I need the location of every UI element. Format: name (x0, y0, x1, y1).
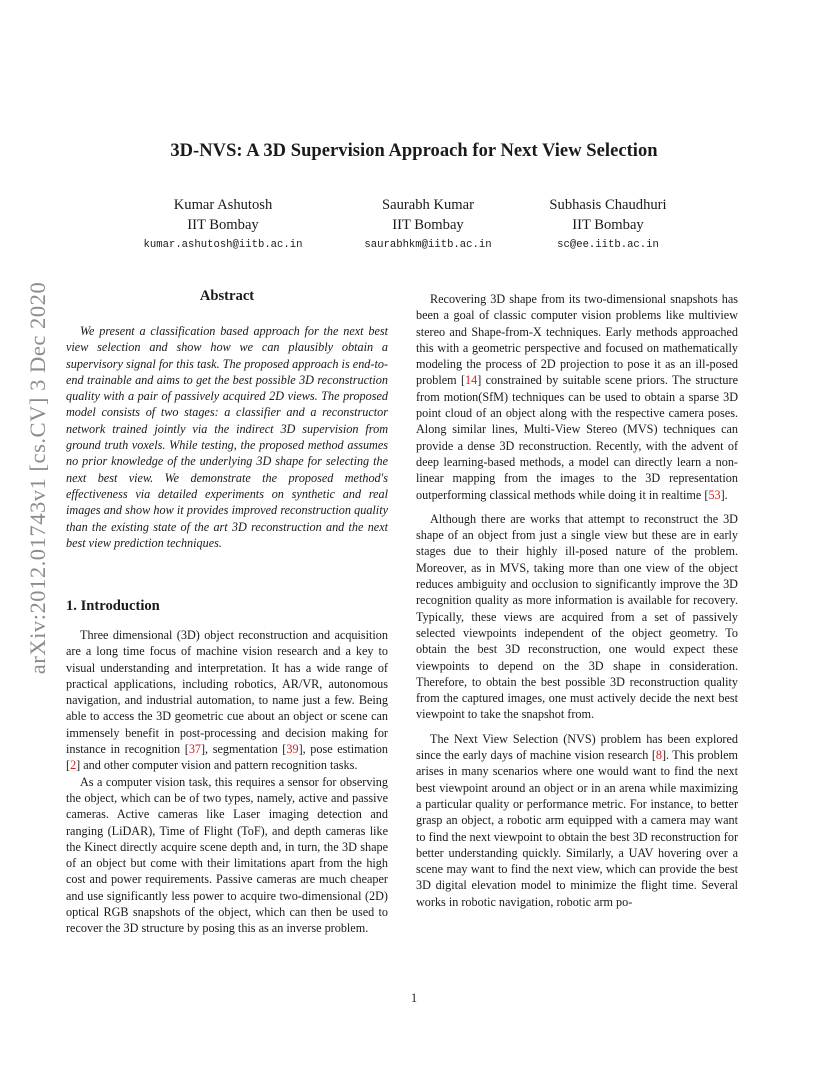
author-email[interactable]: saurabhkm@iitb.ac.in (364, 239, 492, 251)
citation-link[interactable]: 37 (188, 742, 201, 757)
section-heading-introduction: 1. Introduction (66, 598, 160, 614)
author-affiliation: IIT Bombay (392, 217, 464, 233)
paragraph: As a computer vision task, this requires a sensor for observing the object, which can be of two types, namely, active and passive cameras. Active cameras like Laser imaging detection and ranging (LiDAR), Time of Flight (ToF), and depth cameras like the Kinect directly acquire scene depth and, in turn, the 3D shape of an object but come with their limitations apart from the high cost and power requirements. Passive cameras are much cheaper and use significantly less power to acquire two-dimensional (2D) optical RGB snapshots of the object, which can then be used to recover the 3D structure by posing this as an inverse problem. (66, 774, 388, 936)
paper-title: 3D-NVS: A 3D Supervision Approach for Next View Selection (170, 141, 658, 161)
author-name: Kumar Ashutosh (173, 197, 273, 213)
abstract-heading: Abstract (199, 288, 255, 304)
paragraph: Recovering 3D shape from its two-dimensional snapshots has been a goal of classic computer vision problems like multiview stereo and Shape-from-X techniques. Early methods approached this with a geometric perspective and focused on mathematically modeling the process of 2D projection to pose it as an ill-posed problem [14] constrained by suitable scene priors. The structure from motion(SfM) techniques can be used to obtain a sparse 3D point cloud of an object along with the respective camera poses. Along similar lines, Multi-View Stereo (MVS) techniques can provide a dense 3D reconstruction. Recently, with the advent of deep learning-based methods, a model can directly learn a non-linear mapping from the images to the 3D representation outperforming classical methods while doing it in realtime [53]. (416, 292, 738, 502)
abstract-body (66, 323, 388, 551)
author-block (108, 195, 338, 254)
citation-link[interactable]: 2 (70, 758, 77, 773)
citation-link[interactable]: 14 (465, 373, 478, 388)
page-number: 1 (410, 991, 418, 1005)
author-affiliation: IIT Bombay (187, 217, 259, 233)
author-name: Saurabh Kumar (382, 197, 474, 213)
citation-link[interactable]: 8 (655, 748, 662, 763)
author-email[interactable]: sc@ee.iitb.ac.in (557, 239, 659, 251)
arxiv-stamp-text: arXiv:2012.01743v1 [cs.CV] 3 Dec 2020 (25, 281, 50, 675)
paragraph: Although there are works that attempt to reconstruct the 3D shape of an object from just a single view but these are in early stages due to their highly ill-posed nature of the problem. Moreover, as in MVS, taking more than one view of the object reduces ambiguity and occlusion to significantly improve the 3D recognition quality as more information is available for recovery. Typically, these views are acquired from a set of passively selected viewpoints independent of the object geometry. To obtain the best 3D reconstruction, one would expect these viewpoints to depend on the 3D shape in consideration. Therefore, to obtain the best possible 3D reconstruction quality from the captured images, one must actively decide the next best viewpoint to take the snapshot from. (416, 511, 738, 722)
citation-link[interactable]: 53 (708, 487, 721, 502)
arxiv-stamp (21, 281, 55, 675)
paragraph: Three dimensional (3D) object reconstruction and acquisition are a long time focus of machine vision research and a key to visual understanding and interpretation. It has a wide range of practical applications, including robotics, AR/VR, autonomous navigation, and industrial automation, to name just a few. Being able to access the 3D geometric cue about an object or scene can immensely benefit in post-processing and decision making for instance in recognition [37], segmentation [39], pose estimation [2] and other computer vision and pattern recognition tasks. (66, 628, 388, 773)
author-name: Subhasis Chaudhuri (549, 197, 667, 213)
abstract-paragraph: We present a classification based approach for the next best view selection and show how we can plausibly obtain a supervisory signal for this task. The proposed approach is end-to-end trainable and aims to get the best possible 3D reconstruction quality with a pair of passively acquired 2D views. The proposed model consists of two stages: a classifier and a reconstructor network trained jointly via the indirect 3D supervision from ground truth voxels. While testing, the proposed method assumes no prior knowledge of the underlying 3D shape for selecting the next best view. We demonstrate the proposed method's effectiveness via detailed experiments on synthetic and real images and show how it provides improved reconstruction quality than the existing state of the art 3D reconstruction and the next best view prediction techniques. (66, 324, 388, 550)
citation-link[interactable]: 39 (286, 742, 299, 757)
author-email[interactable]: kumar.ashutosh@iitb.ac.in (143, 239, 303, 251)
author-block (493, 195, 723, 254)
right-column-body (416, 291, 738, 910)
paragraph: The Next View Selection (NVS) problem has been explored since the early days of machine vision research [8]. This problem arises in many scenarios where one would want to find the next best viewpoint around an object or in an arena while maximizing a particular quality or performance metric. For instance, to better grasp an object, a robotic arm equipped with a camera may want to find the next viewpoint to obtain the best 3D reconstruction for better understanding quickly. Similarly, a UAV hovering over a scene may want to find the next view, which can provide the best 3D digital elevation model to minimize the flight time. Several works in robotic navigation, robotic arm po- (416, 731, 738, 909)
introduction-body (66, 627, 388, 937)
author-affiliation: IIT Bombay (572, 217, 644, 233)
